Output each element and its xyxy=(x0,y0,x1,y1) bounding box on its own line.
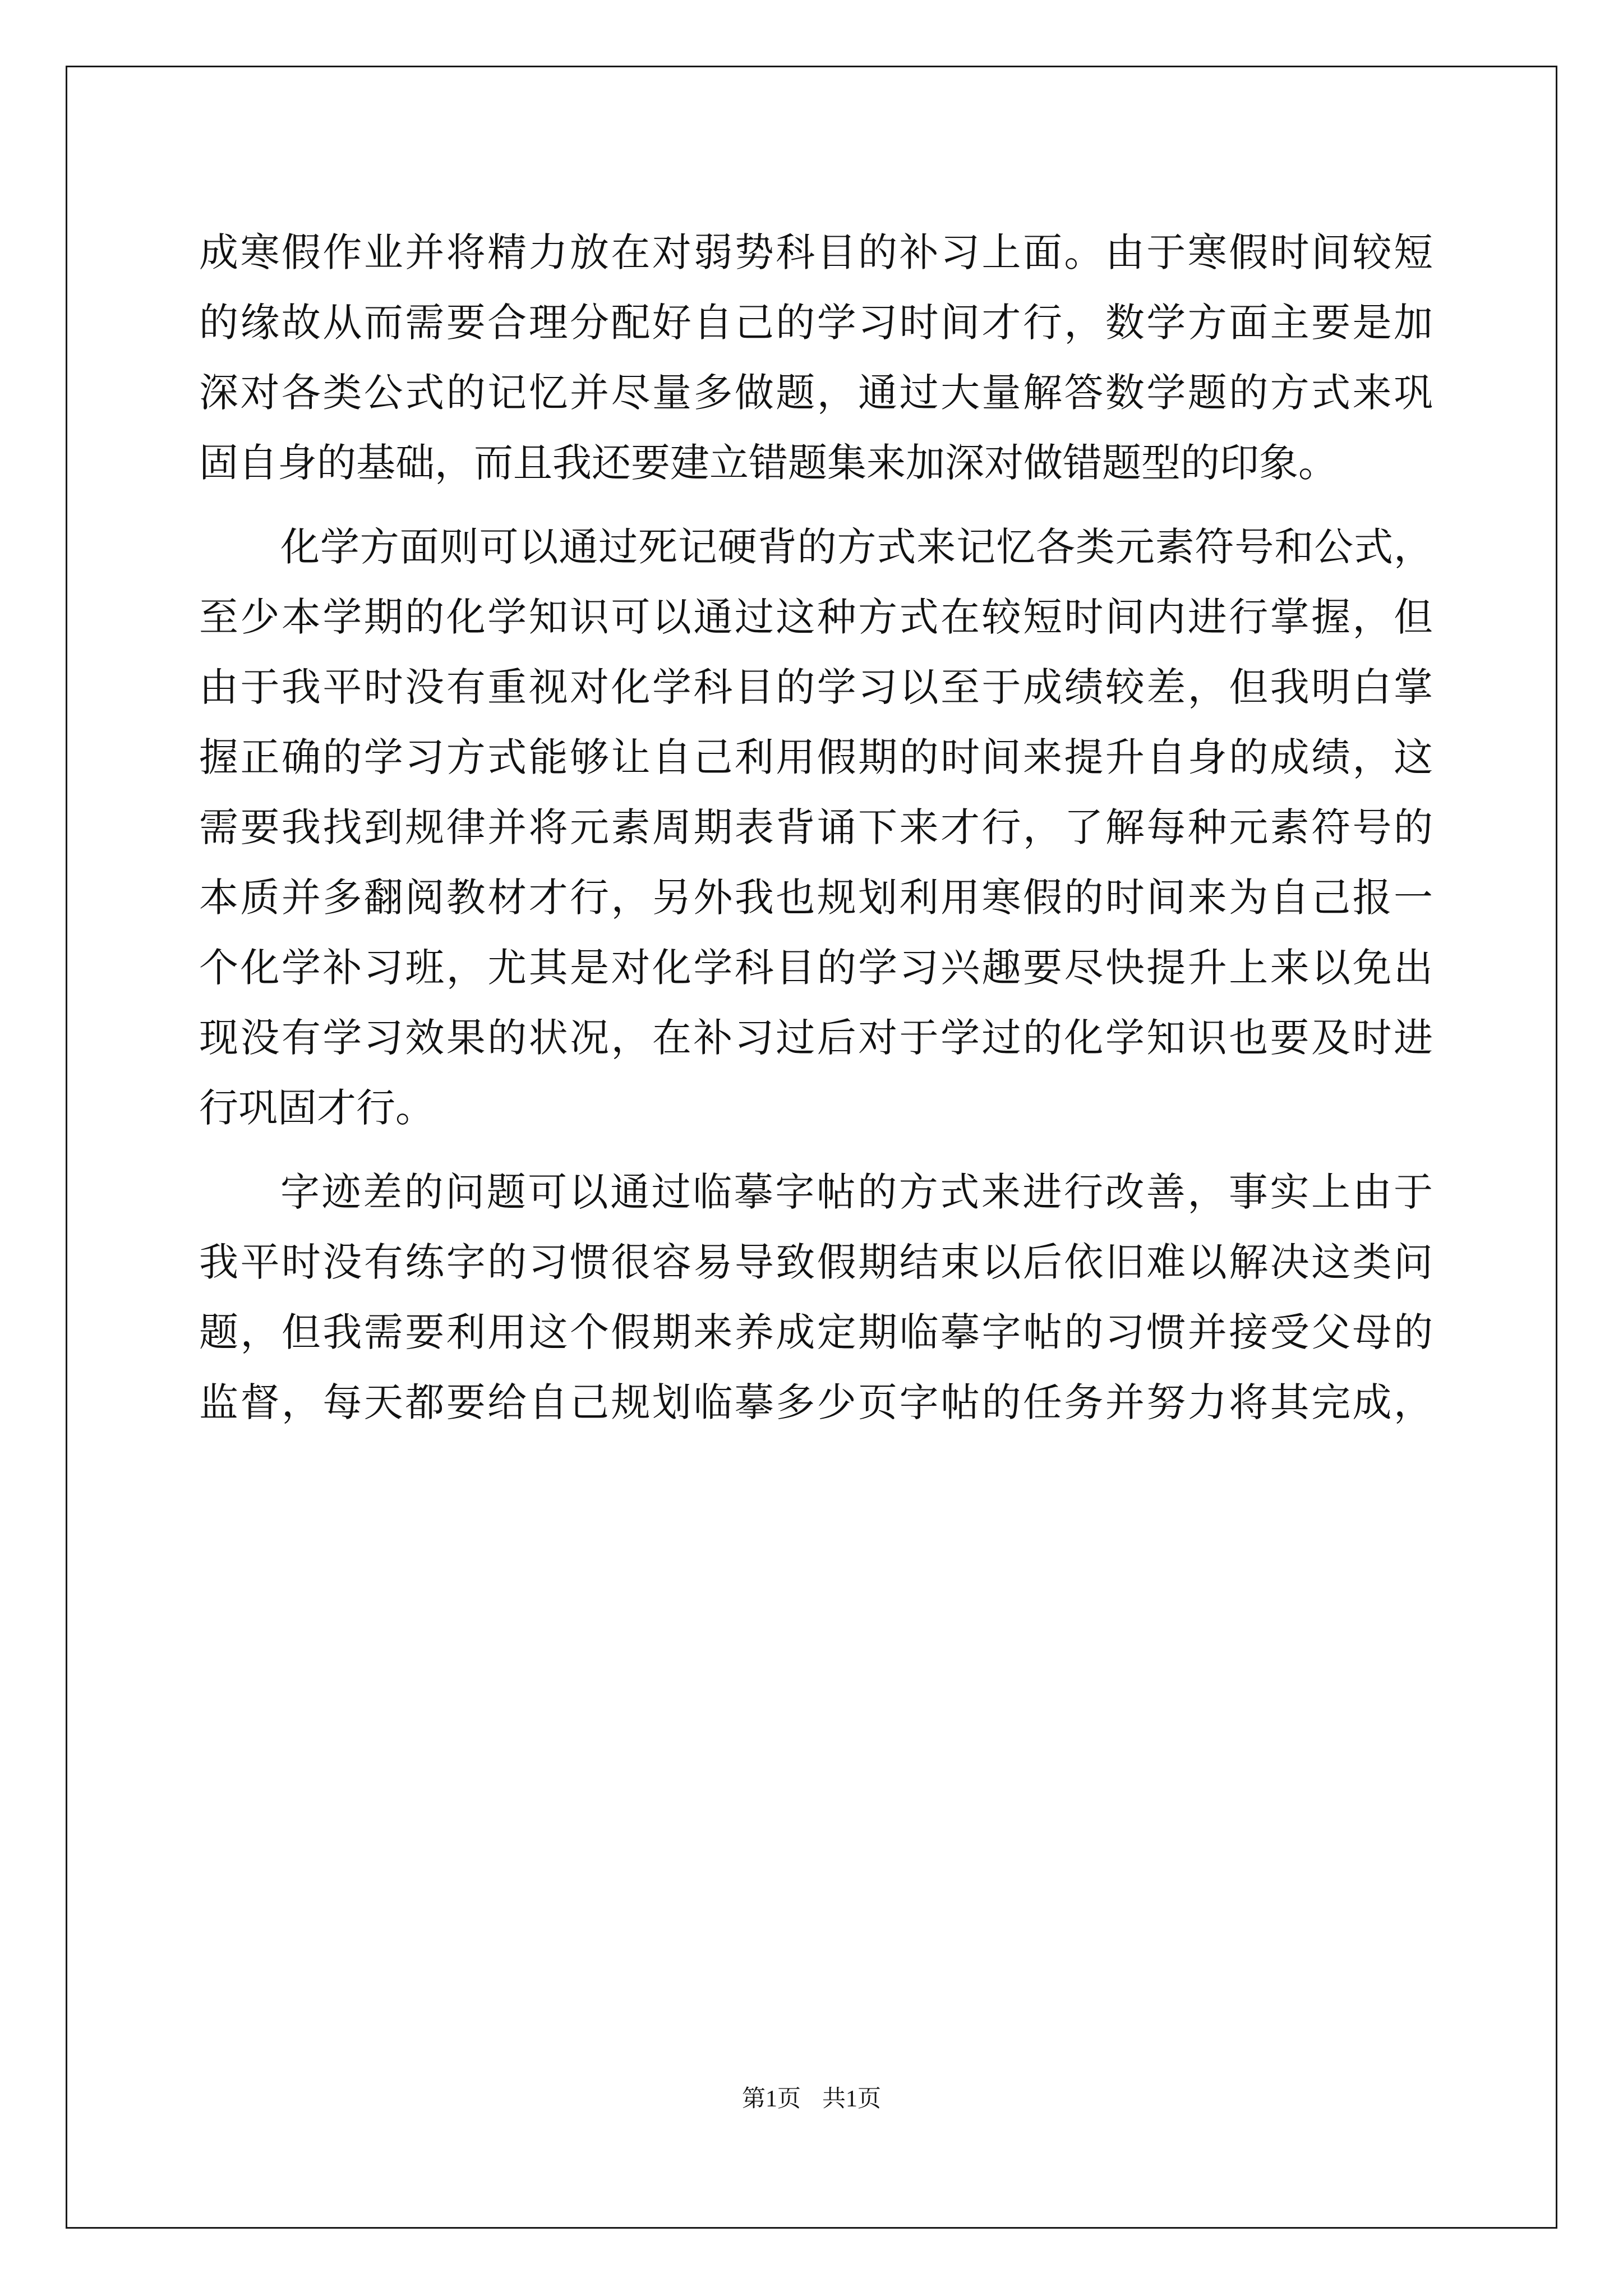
paragraph-2-line-4: 握正确的学习方式能够让自己利用假期的时间来提升自身的成绩，这 xyxy=(199,734,1433,780)
paragraph-2-line-9: 行巩固才行。 xyxy=(199,1085,435,1131)
paragraph-3-line-2: 我平时没有练字的习惯很容易导致假期结束以后依旧难以解决这类问 xyxy=(199,1239,1433,1285)
paragraph-2-line-8: 现没有学习效果的状况，在补习过后对于学过的化学知识也要及时进 xyxy=(199,1015,1433,1061)
paragraph-1-line-2: 的缘故从而需要合理分配好自己的学习时间才行，数学方面主要是加 xyxy=(199,300,1433,346)
paragraph-3-line-4: 监督，每天都要给自己规划临摹多少页字帖的任务并努力将其完成， xyxy=(199,1379,1433,1425)
paragraph-2-line-3: 由于我平时没有重视对化学科目的学习以至于成绩较差，但我明白掌 xyxy=(199,664,1433,710)
paragraph-3-line-1: 字迹差的问题可以通过临摹字帖的方式来进行改善，事实上由于 xyxy=(280,1169,1433,1215)
paragraph-2-line-1: 化学方面则可以通过死记硬背的方式来记忆各类元素符号和公式， xyxy=(280,524,1433,570)
paragraph-2-line-7: 个化学补习班，尤其是对化学科目的学习兴趣要尽快提升上来以免出 xyxy=(199,945,1433,991)
paragraph-1-line-1: 成寒假作业并将精力放在对弱势科目的补习上面。由于寒假时间较短 xyxy=(199,229,1433,275)
paragraph-1-line-3: 深对各类公式的记忆并尽量多做题，通过大量解答数学题的方式来巩 xyxy=(199,370,1433,416)
paragraph-2-line-2: 至少本学期的化学知识可以通过这种方式在较短时间内进行掌握，但 xyxy=(199,594,1433,640)
page-number: 第1页 xyxy=(741,2086,801,2112)
paragraph-2-line-6: 本质并多翻阅教材才行，另外我也规划利用寒假的时间来为自己报一 xyxy=(199,875,1433,921)
paragraph-2-line-5: 需要我找到规律并将元素周期表背诵下来才行，了解每种元素符号的 xyxy=(199,804,1433,850)
paragraph-3-line-3: 题，但我需要利用这个假期来养成定期临摹字帖的习惯并接受父母的 xyxy=(199,1309,1433,1355)
page-total: 共1页 xyxy=(822,2086,882,2112)
paragraph-1-line-4: 固自身的基础，而且我还要建立错题集来加深对做错题型的印象。 xyxy=(199,440,1338,486)
page-footer xyxy=(0,2082,1623,2116)
